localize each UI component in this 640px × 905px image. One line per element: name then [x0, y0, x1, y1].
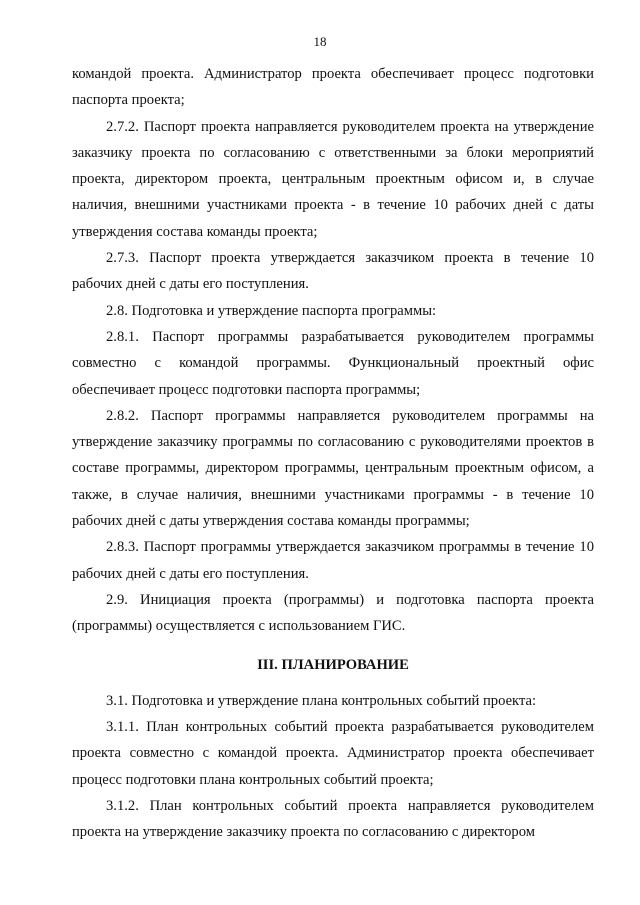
paragraph-2-9: 2.9. Инициация проекта (программы) и подготовка паспорта проекта (программы) осуществляется с использованием ГИС. — [72, 591, 594, 635]
paragraph-3-1-2: 3.1.2. План контрольных событий проекта направляется руководителем проекта на утверждение заказчику проекта по согласованию с директором — [72, 798, 594, 841]
paragraph-2-8: 2.8. Подготовка и утверждение паспорта программы: — [106, 302, 437, 319]
paragraph-2-7-3: 2.7.3. Паспорт проекта утверждается заказчиком проекта в течение 10 рабочих дней с даты его поступления. — [72, 250, 594, 293]
paragraph-2-8-1: 2.8.1. Паспорт программы разрабатывается руководителем программы совместно с командой программы. Функциональный проектный офис обеспечивает процесс подготовки паспорта программы; — [72, 328, 594, 398]
paragraph-3-1: 3.1. Подготовка и утверждение плана контрольных событий проекта: — [106, 692, 537, 709]
paragraph-3-1-1: 3.1.1. План контрольных событий проекта разрабатывается руководителем проекта совместно с командой проекта. Администратор проекта обеспечивает процесс подготовки плана контрольных событий проекта; — [72, 719, 594, 788]
paragraph-2-8-3: 2.8.3. Паспорт программы утверждается заказчиком программы в течение 10 рабочих дней с даты его поступления. — [72, 539, 594, 582]
document-body — [72, 61, 594, 846]
section-heading: III. ПЛАНИРОВАНИЕ — [257, 656, 409, 673]
paragraph-continuation: командой проекта. Администратор проекта обеспечивает процесс подготовки паспорта проекта; — [72, 66, 594, 109]
page-number: 18 — [313, 34, 327, 49]
paragraph-2-7-2: 2.7.2. Паспорт проекта направляется руководителем проекта на утверждение заказчику проекта по согласованию с ответственными за блоки мероприятий проекта, директором проекта, центральным проектным офисом и, в случае наличия, внешними участниками проекта - в течение 10 рабочих дней с даты утверждения состава команды проекта; — [72, 118, 594, 240]
paragraph-2-8-2: 2.8.2. Паспорт программы направляется руководителем программы на утверждение заказчику программы по согласованию с руководителями проектов в составе программы, директором программы, центральным проектным офисом, а также, в случае наличия, внешними участниками программы - в течение 10 рабочих дней с даты утверждения состава команды программы; — [72, 407, 594, 530]
